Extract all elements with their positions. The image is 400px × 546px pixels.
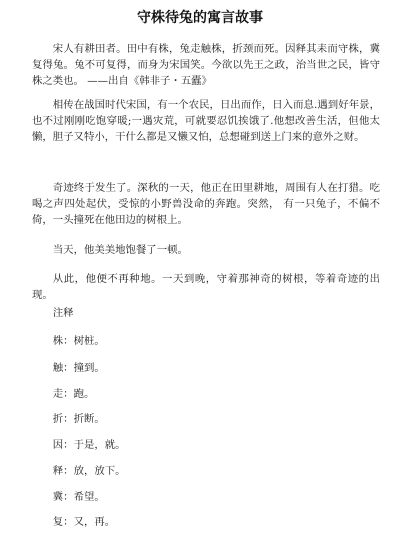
note-item: 因：于是，就。 bbox=[52, 439, 126, 451]
paragraph-waiting: 从此，他便不再种地。一天到晚，守着那神奇的树根，等着奇迹的出现。 bbox=[32, 273, 380, 301]
note-item: 冀：希望。 bbox=[52, 491, 105, 503]
document-title: 守株待兔的寓言故事 bbox=[137, 10, 263, 26]
note-item: 复：又，再。 bbox=[52, 516, 116, 528]
paragraph-background: 相传在战国时代宋国，有一个农民，日出而作，日入而息.遇到好年景，也不过刚刚吃饱穿暖;一遇灾荒，可就要忍饥挨饿了.他想改善生活，但他太懒，胆子又特小，干什么都是又懒又怕，总想碰到送上门来的意外之财。 bbox=[32, 99, 380, 143]
note-item: 株：树桩。 bbox=[52, 335, 105, 347]
paragraph-original-text: 宋人有耕田者。田中有株，兔走触株，折颈而死。因释其耒而守株，冀复得兔。兔不可复得，而身为宋国笑。今欲以先王之政，治当世之民，皆守株之类也。 ——出自《韩非子・五蠹》 bbox=[32, 43, 380, 87]
paragraph-feast: 当天，他美美地饱餐了一顿。 bbox=[52, 244, 188, 256]
paragraph-miracle: 奇迹终于发生了。深秋的一天，他正在田里耕地，周围有人在打猎。吃喝之声四处起伏，受惊的小野兽没命的奔跑。突然， 有一只兔子，不偏不倚，一头撞死在他田边的树根上。 bbox=[32, 182, 380, 226]
note-item: 释：放，放下。 bbox=[52, 465, 126, 477]
note-item: 走：跑。 bbox=[52, 388, 95, 400]
note-item: 触：撞到。 bbox=[52, 362, 105, 374]
notes-heading: 注释 bbox=[52, 307, 74, 319]
note-item: 折：折断。 bbox=[52, 413, 105, 425]
